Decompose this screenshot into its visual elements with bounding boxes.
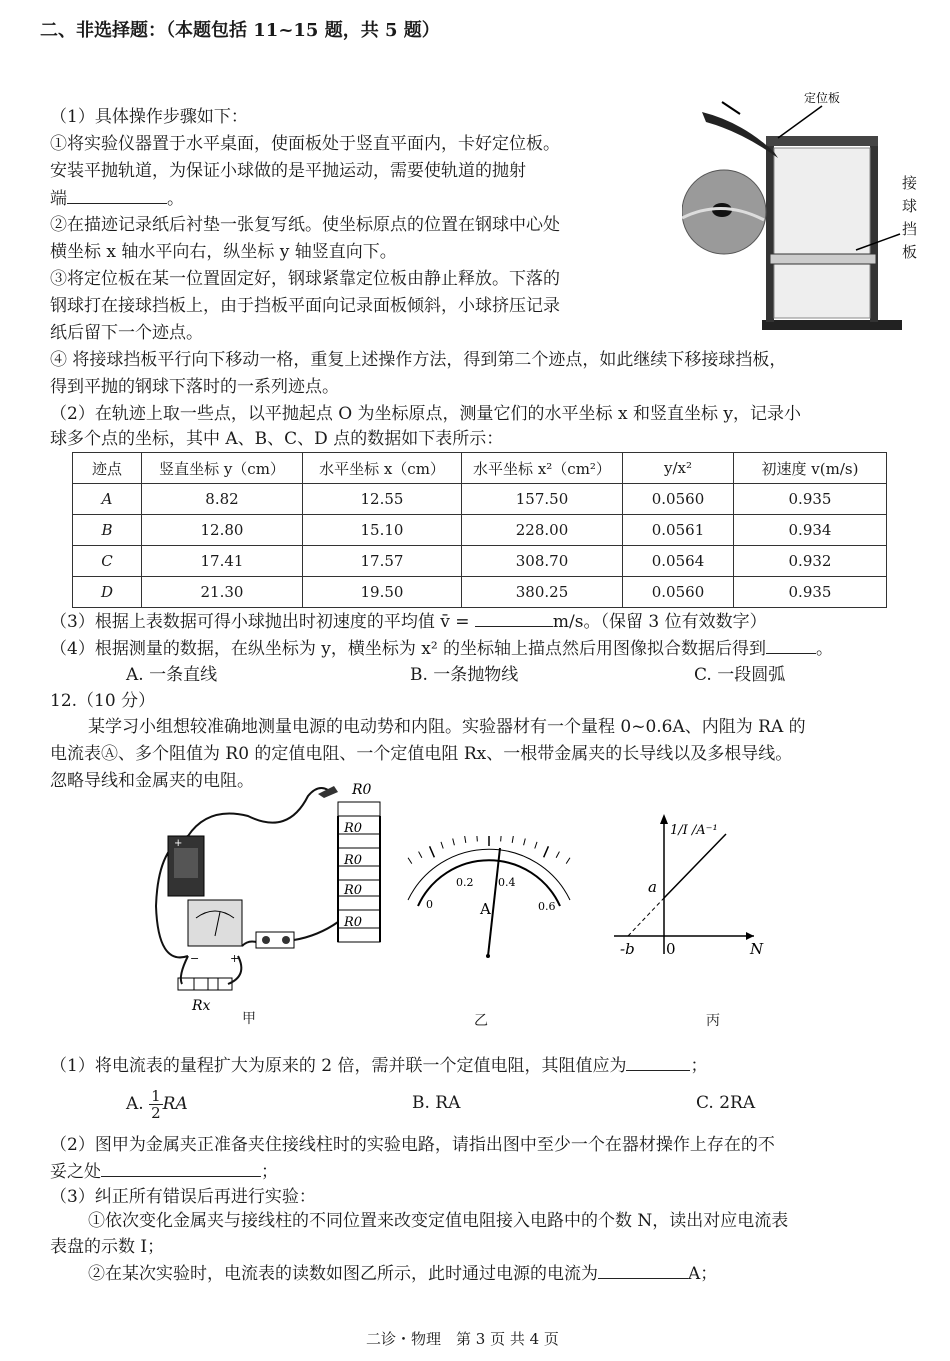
tick-label: 0.6 [538, 900, 556, 913]
dial-tick [501, 836, 502, 841]
q12-part2-line1: （2）图甲为金属夹正准备夹住接线柱时的实验电路，请指出图中至少一个在器材操作上存在的不 [50, 1135, 775, 1155]
apparatus-left-post [766, 136, 774, 322]
rx-label: Rx [192, 998, 211, 1014]
q12-option-b[interactable]: B. RA [412, 1093, 461, 1113]
table-row: A 8.82 12.55 157.50 0.0560 0.935 [73, 484, 887, 515]
data-table [72, 452, 887, 608]
q11-step2-line1: ②在描迹记录纸后衬垫一张复写纸。使坐标原点的位置在钢球中心处 [50, 215, 560, 235]
extrapolation-line [628, 898, 664, 936]
page-footer: 二诊・物理 第 3 页 共 4 页 [366, 1330, 559, 1348]
q11-step1-line2: 安装平抛轨道，为保证小球做的是平抛运动，需要使轨道的抛射 [50, 161, 526, 181]
svg-text:+: + [174, 838, 183, 849]
answer-blank[interactable] [101, 1160, 261, 1177]
fraction-half: $\frac{1}{2}$ [151, 1087, 161, 1122]
leader-line [778, 106, 822, 138]
dial-tick [419, 852, 422, 858]
q11-part4: （4）根据测量的数据，在纵坐标为 y，横坐标为 x² 的坐标轴上描点然后用图像拟合数据后得到 。 [50, 639, 834, 659]
dial-tick [556, 852, 559, 858]
figure-yi-caption: 乙 [474, 1013, 488, 1029]
table-header-row: 迹点 竖直坐标 y（cm） 水平坐标 x（cm） 水平坐标 x²（cm²） y/x² 初速度 v(m/s) [73, 453, 887, 484]
q11-part2-line2: 球多个点的坐标，其中 A、B、C、D 点的数据如下表所示： [50, 429, 504, 449]
q12-part3-step1-line2: 表盘的示数 I； [50, 1237, 165, 1257]
resistor-r0 [338, 896, 380, 910]
resistor-rx [178, 978, 232, 990]
tick-label: 0.4 [498, 876, 516, 889]
q11-part1-title: （1）具体操作步骤如下： [50, 107, 248, 127]
apparatus-right-post [870, 136, 878, 322]
q12-part1: （1）将电流表的量程扩大为原来的 2 倍，需并联一个定值电阻，其阻值应为 ； [50, 1056, 708, 1076]
dial-tick [566, 858, 570, 864]
q12-option-c[interactable]: C. 2RA [696, 1093, 756, 1113]
r0-label: R0 [344, 821, 363, 836]
answer-blank[interactable] [475, 610, 553, 627]
svg-text:−: − [190, 952, 200, 965]
q12-heading: 12.（10 分） [50, 691, 156, 711]
answer-blank[interactable] [598, 1262, 688, 1279]
circuit-figure [148, 776, 388, 1028]
top-label: 定位板 [804, 92, 841, 105]
dial-tick [430, 846, 435, 857]
origin-label: 0 [666, 940, 676, 958]
resistor-r0 [338, 866, 380, 880]
dial-tick [453, 838, 455, 845]
option-a[interactable]: A. 一条直线 [126, 665, 218, 685]
q11-step4-line1: ④ 将接球挡板平行向下移动一格，重复上述操作方法，得到第二个迹点，如此继续下移接球挡板， [50, 350, 787, 370]
tick-label: 0.2 [456, 876, 474, 889]
pointer-arrow [722, 102, 740, 114]
section-heading: 二、非选择题：（本题包括 11~15 题，共 5 题） [40, 20, 440, 41]
tick-label: 0 [426, 898, 433, 911]
long-wire [188, 788, 328, 836]
r0-label: R0 [352, 782, 372, 798]
resistor-r0 [338, 834, 380, 848]
q11-step1-line3: 端 。 [50, 189, 184, 209]
r0-label: R0 [344, 883, 363, 898]
dial-tick [544, 846, 549, 857]
q12-option-a[interactable]: A. $\frac{1}{2}$ RA [126, 1087, 188, 1122]
ammeter-dial-figure [404, 836, 574, 966]
catch-plate [770, 254, 876, 264]
svg-text:+: + [230, 952, 240, 965]
q12-part2-line2: 妥之处 ； [50, 1162, 278, 1182]
r0-label: R0 [344, 915, 363, 930]
resistor-r0 [338, 928, 380, 942]
q11-step3-line2: 钢球打在接球挡板上，由于挡板平面向记录面板倾斜，小球挤压记录 [50, 296, 560, 316]
ammeter-body [188, 900, 242, 946]
catch-plate-label: 接球挡板 [902, 174, 918, 261]
q12-part3: （3）纠正所有错误后再进行实验： [50, 1187, 316, 1207]
table-row: B 12.80 15.10 228.00 0.0561 0.934 [73, 515, 887, 546]
dial-tick [512, 836, 513, 843]
answer-blank[interactable] [626, 1054, 690, 1071]
resistor-r0 [338, 802, 380, 816]
q12-intro-line2: 电流表Ⓐ、多个阻值为 R0 的定值电阻、一个定值电阻 Rx、一根带金属夹的长导线以及多根导线。 [50, 744, 793, 764]
figure-bing-caption: 丙 [706, 1013, 720, 1029]
dial-tick [477, 836, 478, 841]
meter-unit: A [480, 900, 491, 918]
q11-step3-line3: 纸后留下一个迹点。 [50, 323, 203, 343]
x-axis-label: N [750, 940, 764, 958]
record-panel [774, 148, 870, 318]
q11-step4-line2: 得到平抛的钢球下落时的一系列迹点。 [50, 377, 339, 397]
dial-tick [408, 858, 412, 864]
dial-tick [465, 836, 466, 843]
q12-part3-step1-line1: ①依次变化金属夹与接线柱的不同位置来改变定值电阻接入电路中的个数 N，读出对应电流表 [88, 1211, 789, 1231]
apparatus-top-bar [766, 136, 878, 146]
option-c[interactable]: C. 一段圆弧 [694, 665, 786, 685]
q11-step1-line1: ①将实验仪器置于水平桌面，使面板处于竖直平面内，卡好定位板。 [50, 134, 560, 154]
q12-intro-line3: 忽略导线和金属夹的电阻。 [50, 771, 254, 791]
q12-intro-line1: 某学习小组想较准确地测量电源的电动势和内阻。实验器材有一个量程 0~0.6A、内阻为 RA 的 [88, 717, 806, 737]
answer-blank[interactable] [766, 637, 816, 654]
q11-step2-line2: 横坐标 x 轴水平向右，纵坐标 y 轴竖直向下。 [50, 242, 397, 262]
apparatus-base [762, 320, 902, 330]
dial-tick [524, 838, 526, 845]
answer-blank[interactable] [67, 187, 167, 204]
y-axis-label: 1/I /A⁻¹ [670, 823, 718, 838]
figure-jia-caption: 甲 [242, 1011, 256, 1027]
q11-part2-line1: （2）在轨迹上取一些点，以平抛起点 O 为坐标原点，测量它们的水平坐标 x 和竖直坐标 y，记录小 [50, 404, 801, 424]
intercept-b: -b [620, 940, 635, 958]
fit-line [664, 834, 726, 898]
dial-tick [535, 842, 537, 849]
dial-tick [441, 842, 443, 849]
apparatus-figure [682, 92, 930, 332]
intercept-a: a [648, 878, 657, 896]
option-b[interactable]: B. 一条抛物线 [410, 665, 519, 685]
table-row: C 17.41 17.57 308.70 0.0564 0.932 [73, 546, 887, 577]
r0-label: R0 [344, 853, 363, 868]
table-row: D 21.30 19.50 380.25 0.0560 0.935 [73, 577, 887, 608]
graph-figure [604, 804, 784, 964]
q11-part3: （3）根据上表数据可得小球抛出时初速度的平均值 v̄ = m/s。（保留 3 位有效数字） [50, 612, 767, 632]
q11-step3-line1: ③将定位板在某一位置固定好，钢球紧靠定位板由静止释放。下落的 [50, 269, 560, 289]
q12-part3-step2: ②在某次实验时，电流表的读数如图乙所示，此时通过电源的电流为 A； [88, 1264, 718, 1284]
